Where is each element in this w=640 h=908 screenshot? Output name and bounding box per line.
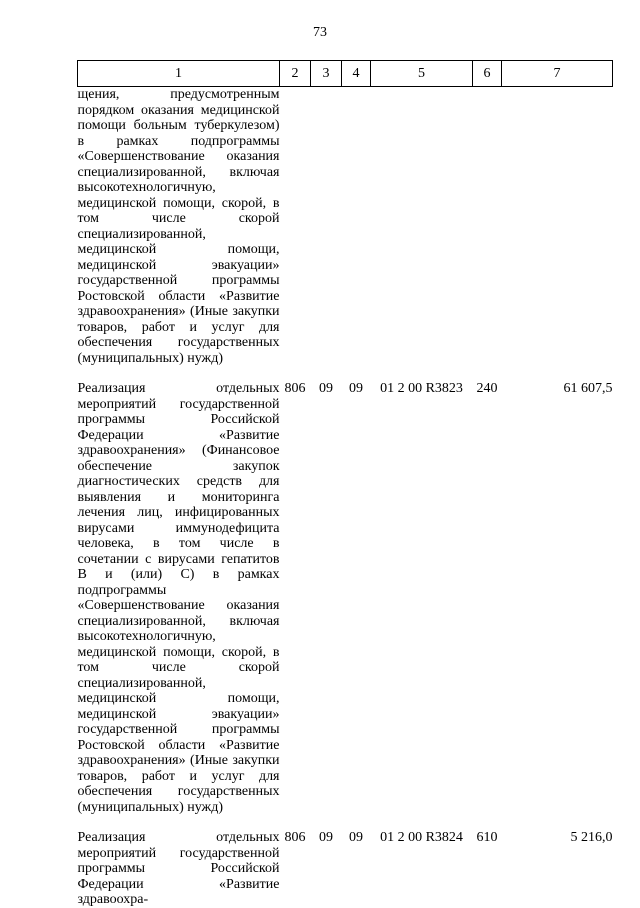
column-header: 2 (280, 61, 311, 87)
column-header: 7 (502, 61, 613, 87)
budget-table (77, 60, 613, 908)
row-ministry: 806 (284, 830, 306, 845)
row-ministry: 806 (284, 381, 306, 396)
row-section: 09 (319, 381, 333, 396)
row-ministry (280, 87, 311, 382)
row-section: 09 (319, 830, 333, 845)
row-description: Реализация отдельных мероприятий государственной программы Российской Федерации «Развитие здравоохра- (77, 830, 280, 907)
table-header-row (78, 61, 613, 87)
row-amount: 5 216,0 (570, 830, 613, 845)
row-subsection (342, 87, 371, 382)
row-amount: 61 607,5 (563, 381, 613, 396)
column-header: 5 (371, 61, 473, 87)
row-amount (502, 87, 613, 382)
row-description: Реализация отдельных мероприятий государственной программы Российской Федерации «Развитие здравоохранения» (Финансовое обеспечение закупок диагностических средств для выявления и мониторинга лечения лиц, инфицированных вирусами иммунодефицита человека, в том числе в сочетании с вирусами гепатитов В и (или) С) в рамках подпрограммы «Совершенствование оказания специализированной, включая высокотехнологичную, медицинской помощи, скорой, в том числе скорой специализированной, медицинской помощи, медицинской эвакуации» государственной программы Ростовской области «Развитие здравоохранения» (Иные закупки товаров, работ и услуг для обеспечения государственных (муниципальных) нужд) (77, 381, 280, 815)
column-header: 4 (342, 61, 371, 87)
row-description: щения, предусмотренным порядком оказания медицинской помощи больным туберкулезом) в рамках подпрограммы «Совершенствование оказания специализированной, включая высокотехнологичную, медицинской помощи, скорой, в том числе скорой специализированной, медицинской помощи, медицинской эвакуации» государственной программы Ростовской области «Развитие здравоохранения» (Иные закупки товаров, работ и услуг для обеспечения государственных (муниципальных) нужд) (77, 87, 280, 366)
row-target-article: 01 2 00 R3823 (380, 381, 463, 396)
column-header: 3 (311, 61, 342, 87)
table-row (78, 830, 613, 908)
page-number: 73 (313, 25, 327, 40)
row-subsection: 09 (349, 381, 363, 396)
row-expense-type (473, 87, 502, 382)
row-subsection: 09 (349, 830, 363, 845)
row-target-article: 01 2 00 R3824 (380, 830, 463, 845)
table-row (78, 381, 613, 830)
row-expense-type: 610 (476, 830, 498, 845)
row-expense-type: 240 (476, 381, 498, 396)
column-header: 6 (473, 61, 502, 87)
row-target-article (371, 87, 473, 382)
row-section (311, 87, 342, 382)
table-row (78, 87, 613, 382)
column-header: 1 (78, 61, 280, 87)
